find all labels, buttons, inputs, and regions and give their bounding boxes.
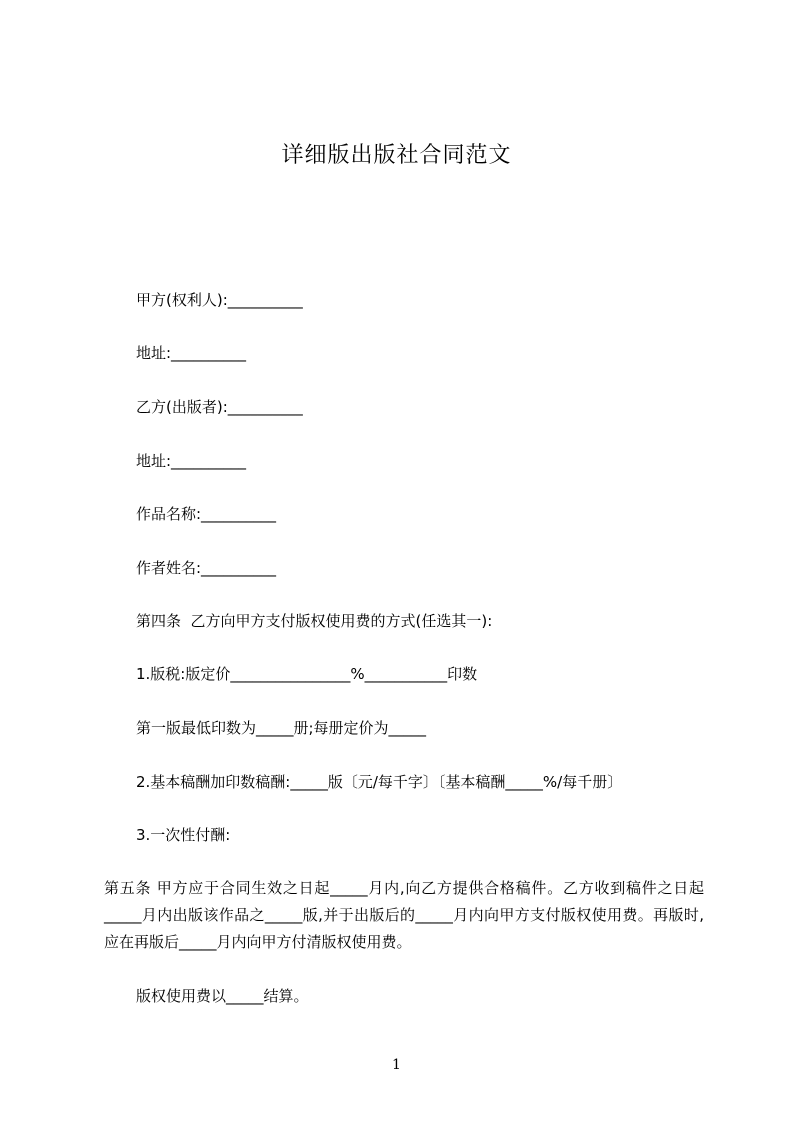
article-5-paragraph <box>104 875 704 956</box>
article-5-text: 第五条 甲方应于合同生效之日起_____月内,向乙方提供合格稿件。乙方收到稿件之日起_____月内出版该作品之_____版,并于出版后的_____月内向甲方支付版权使用费。再版时,应在再版后_____月内向甲方付清版权使用费。 <box>104 879 704 951</box>
first-edition-line: 第一版最低印数为_____册;每册定价为_____ <box>136 719 427 737</box>
party-b-address-line: 地址:__________ <box>136 452 247 470</box>
royalty-option-line: 1.版税:版定价________________%___________印数 <box>136 665 478 683</box>
author-name-line: 作者姓名:__________ <box>136 559 277 577</box>
document-title: 详细版出版社合同范文 <box>281 143 512 168</box>
page-number: 1 <box>392 1057 401 1073</box>
party-a-line: 甲方(权利人):__________ <box>136 291 303 309</box>
party-b-line: 乙方(出版者):__________ <box>136 398 303 416</box>
article-4-heading: 第四条 乙方向甲方支付版权使用费的方式(任选其一): <box>136 612 493 630</box>
settlement-line: 版权使用费以_____结算。 <box>136 987 309 1005</box>
basic-fee-option-line: 2.基本稿酬加印数稿酬:_____版〔元/每千字〕〔基本稿酬_____%/每千册〕 <box>136 773 623 791</box>
party-a-address-line: 地址:__________ <box>136 344 247 362</box>
work-title-line: 作品名称:__________ <box>136 505 277 523</box>
lump-sum-option-line: 3.一次性付酬: <box>136 826 231 844</box>
